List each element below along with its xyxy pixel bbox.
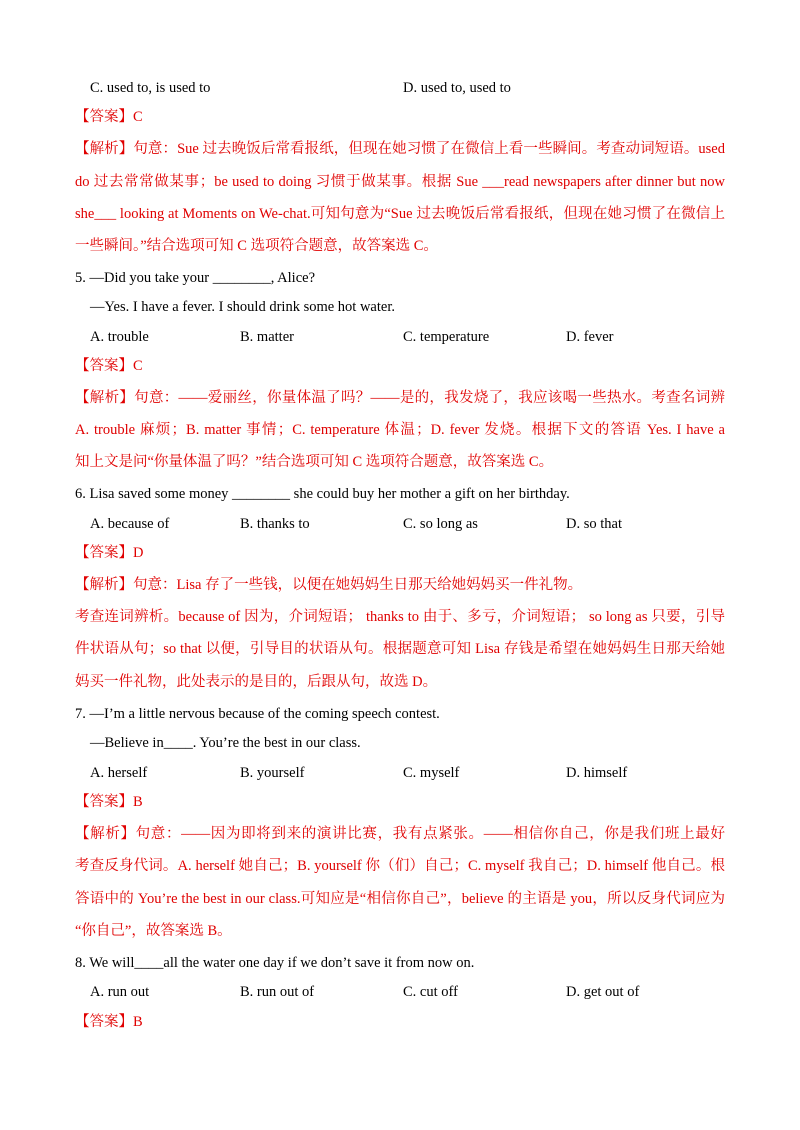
question-8-options xyxy=(90,981,740,1003)
option-d: D. get out of xyxy=(566,984,640,1000)
question-5-stem: 5. —Did you take your ________, Alice? xyxy=(75,270,316,286)
option-b: B. matter xyxy=(240,329,294,345)
question-4-explanation-line: she___ looking at Moments on We-chat.可知句意为“Sue 过去晚饭后常看报纸，但现在她习惯了在微信上 xyxy=(75,206,725,222)
question-5-options xyxy=(90,326,740,348)
question-4-options xyxy=(90,77,740,99)
question-5-explanation-line: 【解析】句意：——爱丽丝，你量体温了吗？——是的，我发烧了，我应该喝一些热水。考查名词辨 xyxy=(75,390,725,406)
question-7-answer: 【答案】B xyxy=(75,794,143,810)
question-5-answer: 【答案】C xyxy=(75,358,143,374)
option-d: D. himself xyxy=(566,765,628,781)
question-7-options xyxy=(90,762,740,784)
option-d: D. fever xyxy=(566,329,614,345)
question-5-explanation-line: 知上文是问“你量体温了吗？”结合选项可知 C 选项符合题意，故答案选 C。 xyxy=(75,454,554,470)
question-6-answer: 【答案】D xyxy=(75,545,144,561)
option-b: B. run out of xyxy=(240,984,315,1000)
question-7-stem: 7. —I’m a little nervous because of the coming speech contest. xyxy=(75,706,440,722)
question-6-explanation-line: 考查连词辨析。because of 因为，介词短语； thanks to 由于、多亏，介词短语； so long as 只要，引导 xyxy=(75,609,725,625)
option-a: A. run out xyxy=(90,984,150,1000)
option-b: B. thanks to xyxy=(240,516,310,532)
option-c: C. temperature xyxy=(403,329,490,345)
question-8-stem: 8. We will____all the water one day if we don’t save it from now on. xyxy=(75,955,475,971)
question-6-explanation-line: 妈买一件礼物，此处表示的是目的，后跟从句，故选 D。 xyxy=(75,674,438,690)
question-4-explanation-line: 【解析】句意：Sue 过去晚饭后常看报纸，但现在她习惯了在微信上看一些瞬间。考查动词短语。used xyxy=(75,141,725,157)
question-6-stem: 6. Lisa saved some money ________ she could buy her mother a gift on her birthday. xyxy=(75,486,570,502)
question-7-explanation-line: 考查反身代词。A. herself 她自己；B. yourself 你（们）自己；C. myself 我自己；D. himself 他自己。根 xyxy=(75,858,725,874)
option-d: D. so that xyxy=(566,516,622,532)
option-c: C. myself xyxy=(403,765,460,781)
question-4-answer: 【答案】C xyxy=(75,109,143,125)
question-7-explanation-line: 【解析】句意：——因为即将到来的演讲比赛，我有点紧张。——相信你自己，你是我们班上最好 xyxy=(75,826,725,842)
option-a: A. herself xyxy=(90,765,148,781)
question-4-explanation-line: do 过去常常做某事；be used to doing 习惯于做某事。根据 Sue ___read newspapers after dinner but now xyxy=(75,174,725,190)
option-c: C. so long as xyxy=(403,516,478,532)
option-a: A. trouble xyxy=(90,329,149,345)
question-7-explanation-line: “你自己”，故答案选 B。 xyxy=(75,923,232,939)
option-b: B. yourself xyxy=(240,765,305,781)
question-7-explanation-line: 答语中的 You’re the best in our class.可知应是“相信你自己”，believe 的主语是 you，所以反身代词应为 xyxy=(75,891,725,907)
question-5-reply: —Yes. I have a fever. I should drink some hot water. xyxy=(90,299,395,315)
question-8-answer: 【答案】B xyxy=(75,1014,143,1030)
question-6-explanation-line: 【解析】句意：Lisa 存了一些钱，以便在她妈妈生日那天给她妈妈买一件礼物。 xyxy=(75,577,583,593)
question-7-reply: —Believe in____. You’re the best in our class. xyxy=(90,735,361,751)
option-c: C. used to, is used to xyxy=(90,80,211,96)
question-6-explanation-line: 件状语从句；so that 以便，引导目的状语从句。根据题意可知 Lisa 存钱是希望在她妈妈生日那天给她 xyxy=(75,641,725,657)
question-6-options xyxy=(90,513,740,535)
option-a: A. because of xyxy=(90,516,170,532)
option-c: C. cut off xyxy=(403,984,458,1000)
question-5-explanation-line: A. trouble 麻烦；B. matter 事情；C. temperature 体温；D. fever 发烧。根据下文的答语 Yes. I have a xyxy=(75,422,725,438)
question-4-explanation-line: 一些瞬间。”结合选项可知 C 选项符合题意，故答案选 C。 xyxy=(75,238,438,254)
option-d: D. used to, used to xyxy=(403,80,511,96)
